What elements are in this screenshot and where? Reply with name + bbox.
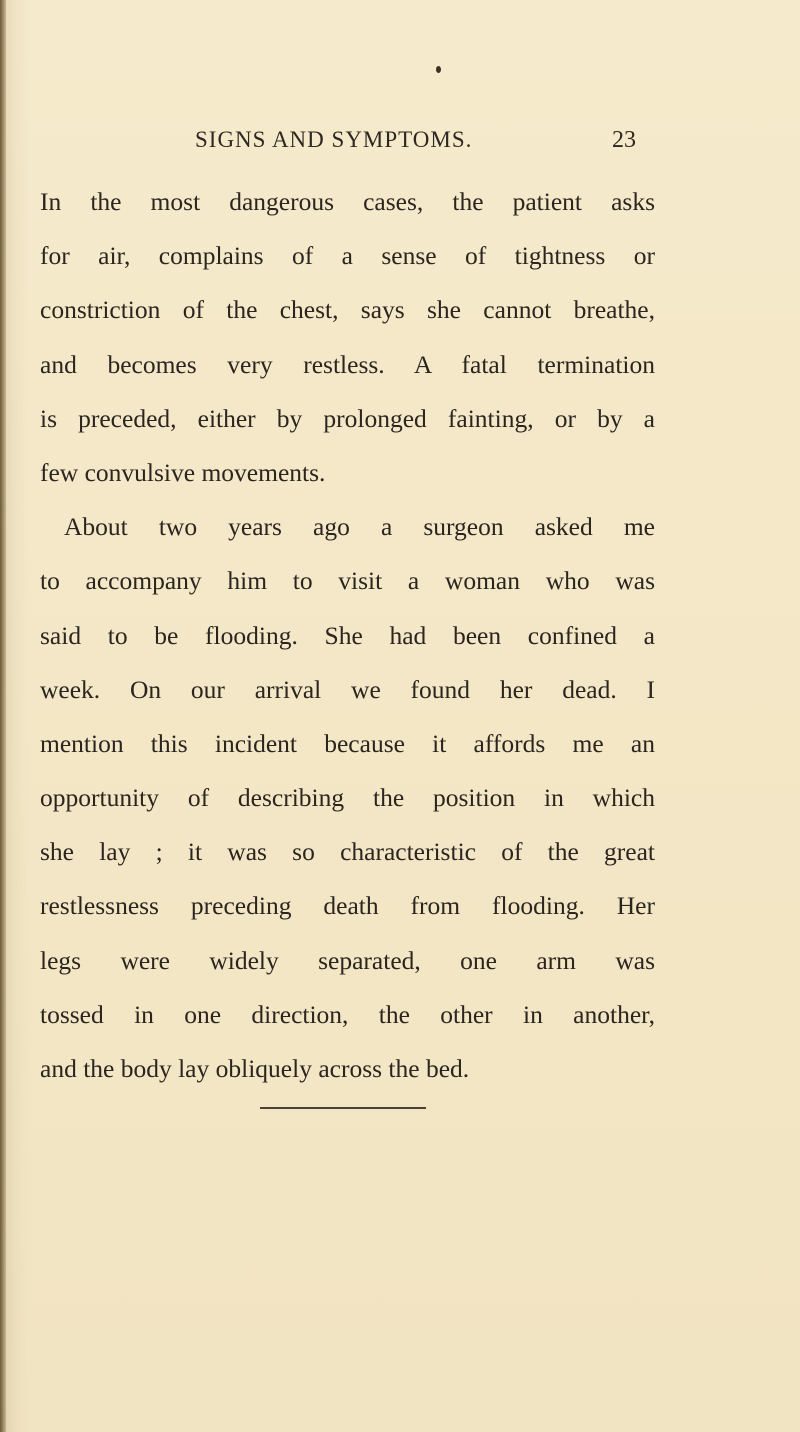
paragraph-2 (40, 500, 655, 1096)
text-line: legs were widely separated, one arm was (40, 945, 655, 975)
text-line: for air, complains of a sense of tightness or (40, 241, 655, 271)
text-line: About two years ago a surgeon asked me (64, 512, 655, 542)
text-line: to accompany him to visit a woman who was (40, 566, 655, 596)
running-head-title: SIGNS AND SYMPTOMS. (195, 127, 473, 152)
text-line: few convulsive movements. (40, 457, 326, 487)
text-line: In the most dangerous cases, the patient asks (40, 187, 655, 216)
running-head (0, 127, 800, 167)
text-line: tossed in one direction, the other in another, (40, 999, 655, 1029)
text-line: opportunity of describing the position in which (40, 783, 655, 813)
text-line: mention this incident because it affords me an (40, 728, 655, 758)
text-line: and the body lay obliquely across the bed. (40, 1054, 470, 1083)
text-line: she lay ; it was so characteristic of the great (40, 837, 655, 867)
page-number: 23 (612, 127, 636, 153)
text-line: is preceded, either by prolonged fainting, or by a (40, 403, 655, 433)
text-line: week. On our arrival we found her dead. I (40, 674, 655, 704)
text-line: restlessness preceding death from flooding. Her (40, 891, 655, 921)
body-text (40, 175, 655, 1096)
paragraph-1 (40, 175, 655, 500)
ink-speck (436, 66, 441, 73)
section-end-rule (260, 1107, 426, 1109)
text-line: and becomes very restless. A fatal termination (40, 349, 655, 379)
text-line: constriction of the chest, says she cannot breathe, (40, 295, 655, 325)
binding-edge (0, 0, 6, 1432)
text-line: said to be flooding. She had been confined a (40, 620, 655, 650)
